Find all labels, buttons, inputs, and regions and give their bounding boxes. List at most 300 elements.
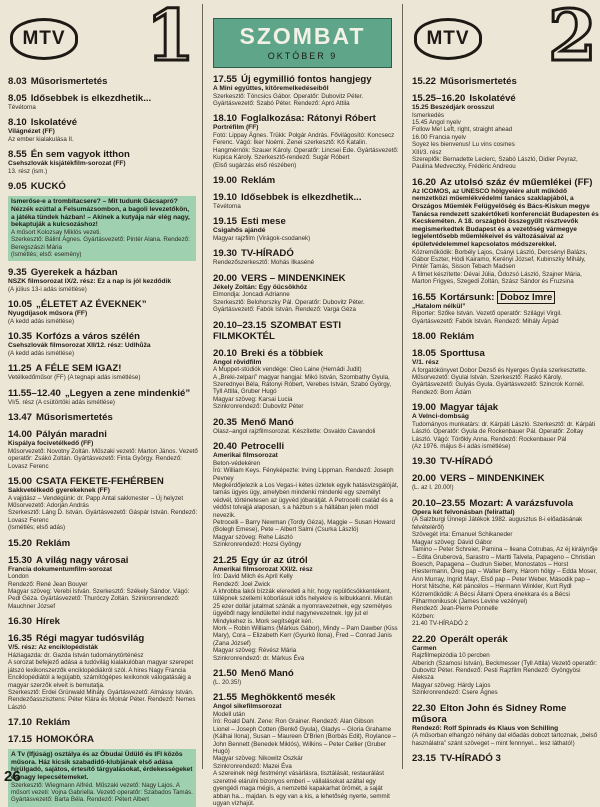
program-description: Szinkronrendező: Mazei Éva xyxy=(213,762,292,770)
page-number: 26 xyxy=(4,768,21,785)
program-time: 13.47 xyxy=(8,412,33,424)
program-title: VERS – MINDENKINEK xyxy=(440,473,545,485)
program-description: A forgatókönyvet Dobor Dezső és Nyerges Gyula szerkesztette. Műsorvezető: Gyulai István. Szerkesztő: Raskó Károly. Gyártásvezető: Gulyás Gyula. Gyártásvezető: Szincrok Kornél. Rendező: Born Ádám xyxy=(412,366,587,396)
program-entry xyxy=(8,717,200,728)
program-time: 15.25–16.20 xyxy=(412,93,466,104)
program-entry xyxy=(412,348,600,396)
program-title: „ÉLETET AZ ÉVEKNEK” xyxy=(36,299,147,311)
program-entry xyxy=(8,117,200,143)
program-title: Menő Manó xyxy=(241,668,294,680)
program-description: (Ismétlés; első adás) xyxy=(8,524,66,532)
program-title: CSATA FEKETE-FEHÉRBEN xyxy=(36,476,164,488)
highlighted-description xyxy=(8,749,196,807)
program-description: Ismerkedés xyxy=(412,111,444,119)
program-entry xyxy=(8,538,200,549)
program-entry xyxy=(213,441,400,548)
program-description: Petrocelli – Barry Newman (Tordy Géza), Maggie – Susan Howard (Bolegh Emese), Pete – Albert Salmi (Csurka László) xyxy=(213,518,395,534)
program-description: Háziagazda: dr. Gazda István tudománytörténész xyxy=(8,651,144,659)
program-description: A Velnci-dombság xyxy=(412,413,469,421)
program-time: 17.15 xyxy=(8,734,33,746)
program-description: A khrobba lakói bízzák eleredeti a hír, hogy repülőcsökkentékent, túllépnek szellemi kóborlásuk idős helyekre is lelbukkanni. Miután 25 ezer dollár jutalmat szánák a nyomravezetnek, egy személyes ügyéből nagy lendülettel indul nagynevezetnek. Igy jut el Mindykehez is. Mork segítségét kéri. xyxy=(213,587,393,625)
program-entry xyxy=(213,273,400,314)
program-description: A filmet készítette: Dévai Júlia, Ódozsó László, Szajner Mária, Marton Frigyes, Szegedi Zoltán, Szász Sándor és Fruzsina xyxy=(412,270,582,286)
program-title: Régi magyar tudósvilág xyxy=(36,633,145,645)
program-time: 8.10 xyxy=(8,117,27,129)
program-heading xyxy=(8,538,200,549)
channel-2-program-list xyxy=(404,76,600,764)
program-heading xyxy=(8,149,200,160)
program-title: Idősebbek is elkezdhetik... xyxy=(241,192,362,204)
program-title: Korfózs a város szélén xyxy=(36,331,140,343)
program-time: 20.10–23.15 xyxy=(213,319,267,331)
program-title: KUCKÓ xyxy=(30,181,66,193)
program-description: A Muppet-stúdiók vendége: Cleo Laine (Hernádi Judit) xyxy=(213,366,362,374)
program-entry xyxy=(8,181,200,261)
program-description: Szinkronrendező: Hozsi Gyöngy xyxy=(213,541,302,549)
program-title: TV-HÍRADÓ xyxy=(440,456,493,468)
program-time: 19.15 xyxy=(213,216,238,228)
program-description: VI/5. rész (A csütörtöki adás ismétlése) xyxy=(8,398,115,406)
program-description: Szerkesztő: Wiegmann Alfréd. Műszaki vezető: Nagy Lajos. A műsort vezeti: Vojna Gabriella. Vezető operatőr: Szabados Tamás. Gyártásvezető: Barta Béla. Rendező: Pétert Albert xyxy=(11,781,193,804)
program-time: 19.00 xyxy=(213,175,238,187)
program-time: 11.55–12.40 xyxy=(8,387,61,399)
program-title: Az utolsó száz év műemlékei (FF) xyxy=(440,176,593,188)
program-title: Gyerekek a házban xyxy=(30,267,118,279)
program-time: 16.30 xyxy=(8,616,33,628)
program-description: A Mini együttes, kitöremelkedéseiből xyxy=(213,85,329,92)
program-title: Pályán maradni xyxy=(36,429,107,441)
program-time: 22.30 xyxy=(412,702,437,714)
program-time: 8.03 xyxy=(8,76,27,87)
program-description: NSZK filmsorozat IX/2. rész: Ez a nap is jól kezdődik xyxy=(8,278,172,286)
program-description: Francia dokumentumfilm-sorozat xyxy=(8,565,113,573)
program-title: Műsorismertetés xyxy=(36,412,113,424)
program-description: Lionel – Joseph Cotten (Benkő Gyula), Gladys – Gloria Grahame (Kálhai Ilona), Susan – Maureen O'Brien (Borbás Edit), Roylance – John Bennett (Benedek Miklós), Wilkins – Peter Cellier (Gruber Hugó) xyxy=(213,725,397,756)
program-title: Reklám xyxy=(241,175,276,187)
program-entry xyxy=(213,248,400,266)
program-description: (L. 20.35!) xyxy=(213,679,242,687)
program-description: Szerkesztő: Belohorszky Pál. Operatőr: Dubovitz Péter. Gyártásvezető: Fabók István. Rendező: Varga Géza xyxy=(213,298,365,314)
column-saturday xyxy=(205,0,400,807)
program-title: Esti mese xyxy=(241,216,286,228)
channel-1-program-list xyxy=(0,76,200,807)
program-title: Iskolatévé xyxy=(30,117,78,129)
program-time: 21.25 xyxy=(213,554,238,566)
program-title: Műsorismertetés xyxy=(30,76,108,87)
program-description: Magyar szöveg: Verebi István. Szerkesztő: Székely Sándor. Vágó: Pedl Géza. Gyártásvezető: Thuróczy Zoltán. Szinkronrendező: Mauchner József xyxy=(8,588,190,610)
program-description: Szövegét írta: Emanuel Schikaneder xyxy=(412,531,513,539)
program-description: A szereinek négi festményt vásárlásra, tisztálását, restaurálást szeretné elárulni bizonyos emberi – vállalásokat azáltal egy gyengédi maga mégis, a nemzetté kapakarhat örömét, a saját abban ha... majdan. Is egy van a kis, a lehetőség nyerte, semmit ugyan vízhajút. xyxy=(213,770,390,807)
program-time: 15.22 xyxy=(412,76,437,87)
program-heading xyxy=(8,181,200,192)
program-description: (Első sugárzás első részében) xyxy=(213,161,297,169)
program-time: 23.15 xyxy=(412,753,437,764)
program-description: Tévétorna xyxy=(213,203,241,211)
program-entry xyxy=(213,668,400,686)
program-heading xyxy=(213,192,400,203)
program-description: Műsorvezető: Novotny Zoltán. Műszaki vezető: Marton János. Vezető operatőr: Zsákó Zoltán. Gyártásvezető: Finta György. Rendező: Lovasz Ferenc xyxy=(8,447,198,470)
program-description: V/1. rész xyxy=(412,359,439,367)
program-description: Író: William Keys. Fényképezte: Irving Lippman. Rendező: Joseph Pevney xyxy=(213,467,394,482)
program-time: 8.05 xyxy=(8,93,27,104)
program-heading xyxy=(412,402,600,413)
program-entry xyxy=(8,363,200,381)
channel-2-masthead xyxy=(404,0,600,77)
program-entry xyxy=(412,331,600,342)
program-time: 11.25 xyxy=(8,363,32,375)
program-heading xyxy=(8,267,200,278)
program-title: Én sem vagyok itthon xyxy=(30,149,130,161)
program-title: Kortársunk: xyxy=(440,291,495,303)
program-title: Foglalkozása: Rátonyi Róbert xyxy=(241,113,376,125)
program-description: 21.40 TV-HÍRADÓ 2 xyxy=(412,620,468,628)
program-entry xyxy=(213,192,400,210)
program-description: Amerikai filmsorozat XXI/2. rész xyxy=(213,565,313,573)
program-heading xyxy=(8,93,200,104)
program-description: Soyez les bienvenus! Lu vins cosmes xyxy=(412,141,515,149)
day-title: SZOMBAT xyxy=(239,23,366,49)
program-description: Tévétorna xyxy=(8,104,36,111)
program-description: Az ICOMOS, az UNESCO hölgyeiére alult működő nemzetközi műemlékvédelmi tanács szaklapjából, a Országos Műemlék Felügyelőség és Bács-Kiskun megye Tanácsa rendezett szakértőketi konferenciát Budapesten és Kecskeméten. A 18. országból összegyűlt résztvevők megismerkedtek Budapest és a vezetőség vármegye legjelentősebb műemlékeivel és változásaival az épületvédelemmel kapcsolatos módszerekkel. xyxy=(412,187,599,248)
program-title: HOMOKÓRA xyxy=(36,734,95,746)
program-description: Magyar szöveg: Karsai Lucia xyxy=(213,395,293,403)
program-description: Vetélkedőműsor (FF) (A tegnapi adás ismétlése) xyxy=(8,374,141,382)
program-heading xyxy=(412,634,600,645)
program-description: Portréfilm (FF) xyxy=(213,124,259,132)
program-description: Az ember kialakulása II. xyxy=(8,136,74,143)
program-description: Magyar szöveg: Hárdy Lajos xyxy=(412,681,491,689)
channel-number: 1 xyxy=(146,0,195,77)
program-description: Ismerőse-e a trombitacsere? – Mit tudunk Gácsapró? Nézzék ezúttal a Felsumázsombon, a bagoli levezetőkön, a játéka tündek házban! – Akinek a kutyája nár elég nagy, bekaptuják a kulcsozáshoz! xyxy=(11,198,190,229)
program-heading xyxy=(412,703,600,725)
saturday-program-list xyxy=(205,74,400,807)
program-description: Közben: xyxy=(412,612,435,620)
program-entry xyxy=(213,216,400,242)
program-description: Beton-védekéren xyxy=(213,459,261,467)
program-entry xyxy=(8,93,200,111)
program-entry xyxy=(8,734,200,807)
program-heading xyxy=(213,441,400,452)
program-title: VERS – MINDENKINEK xyxy=(241,272,346,284)
program-entry xyxy=(8,555,200,611)
program-entry xyxy=(8,149,200,175)
program-description: Tudományos munkatárs: dr. Kárpáti László. Szerkesztő: dr. Kárpáti László. Operatőr: Gyula de Rockenbauer Pál. Operatőr: Zoltay László. Vágó: Törőkly Anna. Rendező: Rockenbauer Pál xyxy=(412,420,596,443)
program-title: TV-HÍRADÓ 3 xyxy=(440,753,501,764)
program-description: Carmen xyxy=(412,644,437,652)
program-description: Angol sikefilmsorozat xyxy=(213,703,282,711)
program-description: Mork – Robin Williams (Márkus Gábor), Mindy – Pam Dawber (Kiss Mary), Cora – Elizabeth Kerr (Gyurkó Ilona), Fred – Conrad Janis (Zana József) xyxy=(213,625,398,647)
program-title: Meghökkentő mesék xyxy=(241,692,336,704)
program-description: Rendező: Rolf Spinrads és Klaus von Schilling xyxy=(412,724,559,732)
program-heading xyxy=(213,668,400,679)
program-time: 17.10 xyxy=(8,717,33,729)
program-description: A sorozat befejező adása a tudóvilág kialakulóban magyar szerepet játszó lexikonszerzők enciklopédiákról szól. A hires Nagy Francia Enciklopédiától a legújabb, számítógépes lexikonok válogatásáig a magyar szerzők elveit is bemutatja. xyxy=(8,659,194,689)
program-heading xyxy=(412,76,600,87)
program-description: A „Breki-zelpari” magyar hangjai: Mikó István, Szombathy Gyula, Szerednyei Béla, Rátonyi Róbert, Verebes István, Szabó György, Tyll Attila, Gruber Hugó xyxy=(213,373,392,396)
program-description: (A műsorban elhangzó néhány dal előadás dobozt tartoznak, „belső használatra” szánt szöveget – mint fennnyel... lesz látható!) xyxy=(412,732,598,747)
program-heading xyxy=(213,248,400,259)
program-description: Szinkronrendező: Dubovitz Péter xyxy=(213,403,304,411)
program-description: A műsort Kolozsay Miklós vezeti. xyxy=(11,228,102,236)
program-description: (A kedd adás ismétlése) xyxy=(8,350,75,357)
program-description: Nyugdíjasok műsora (FF) xyxy=(8,310,88,318)
program-entry xyxy=(8,267,200,293)
program-heading xyxy=(213,74,400,85)
program-description: Magyar szöveg: Révész Mária xyxy=(213,647,297,655)
program-title: Operált operák xyxy=(440,633,508,645)
program-time: 15.30 xyxy=(8,554,33,566)
program-time: 18.00 xyxy=(412,331,437,343)
program-entry xyxy=(8,331,200,357)
program-heading xyxy=(213,348,400,359)
program-entry xyxy=(412,703,600,747)
program-title: Reklám xyxy=(36,537,71,549)
program-description: Fotó: Lippay Ágnes. Trükk: Polgár András. Fővilágosító: Koncsecz Ferenc. Vágó: Iker Noémi. Zenei szerkesztő: Kő Katalin. Hangmérnök: Szauer Károly. Operatőr: Lincsei Ede. Gyártásvezető: Kupica Károly. Szerkesztő-rendező: Sugár Róbert xyxy=(213,132,399,162)
program-heading xyxy=(8,117,200,128)
program-entry xyxy=(213,692,400,807)
program-heading xyxy=(412,753,600,764)
program-heading xyxy=(412,331,600,342)
program-description: 16.00 Francia nyelv xyxy=(412,133,466,141)
program-heading xyxy=(213,175,400,186)
program-description: (A Salzburgi Ünnepi Játékok 1982. augusztus 8-i előadásának felvételéről) xyxy=(412,516,583,531)
program-description: Tamino – Peter Schreier, Pamina – Ileana Cotrubas, Az éj királynője – Edita Gruberová, Sarastro – Martti Talvela, Papageno – Christian Boesch, Papagena – Gudrun Sieber, Monostatos – Horst Hiestermann, Öreg pap – Walter Berry, Három hölgy – Edda Moser, Ann Murray, Ingrid Mayr, Első pap – Peter Weber, Második pap – Horst Nitsche, Két páncélos – Hermann Winkler, Kurt Rydl xyxy=(412,546,598,591)
column-divider xyxy=(402,4,403,769)
program-title: Sporttusa xyxy=(440,348,485,360)
program-description: V/5. rész: Az enciklopédisták xyxy=(8,644,98,652)
program-description: XIII/3. rész xyxy=(412,148,442,156)
column-channel-1 xyxy=(0,0,200,804)
program-entry xyxy=(213,113,400,169)
program-description: Rendező: Joel Zwick xyxy=(213,580,271,588)
program-heading xyxy=(8,633,200,644)
program-description: Alberich (Szamosi István), Beckmesser (Tyll Attila) Vezető operatőr: Dubovitz Péter. Rendező: Pesti Rajzfilm Rendező: Gyöngyösi Aleksza xyxy=(412,659,598,682)
program-title: Iskolatévé xyxy=(469,93,516,104)
program-entry xyxy=(412,292,600,325)
program-heading xyxy=(8,734,200,745)
program-entry xyxy=(412,473,600,491)
program-description: 15.25 Beszédjárk orosszul xyxy=(412,104,495,111)
program-entry xyxy=(412,93,600,171)
program-title: Hírek xyxy=(36,616,61,628)
program-heading xyxy=(8,476,200,487)
program-heading xyxy=(8,363,200,374)
highlighted-description xyxy=(8,196,196,261)
program-description: Világnézet (FF) xyxy=(8,128,55,136)
program-heading xyxy=(213,216,400,227)
program-description: Megkérdőjelezik a Los Vegas-i kétes üzletek egyik hatásvizsgálóját, tamás ügyes ügy, amelyben mindenki mindenki egy személyt védvél, történetesen az ügyvéd jóbarátját. A Petrocelli család és a védőst tolvajjá alaposan, s a házbun s a háltában jelen módl nevezik. xyxy=(213,481,399,519)
program-entry xyxy=(8,299,200,325)
program-entry xyxy=(412,177,600,286)
program-title: Reklám xyxy=(440,331,475,343)
program-time: 20.35 xyxy=(213,416,238,428)
program-heading xyxy=(412,93,600,104)
program-time: 9.05 xyxy=(8,181,27,193)
program-entry xyxy=(8,633,200,711)
program-description: Szerkesztő: Erdei Grünwald Mihály. Gyártásvezető: Almássy István. Rendezőasszisztens: Péter Klára és Molnár Péter. Rendező: Nemes László xyxy=(8,688,196,711)
program-heading xyxy=(412,292,600,303)
program-heading xyxy=(412,177,600,188)
program-time: 21.55 xyxy=(213,692,238,704)
program-entry xyxy=(412,456,600,467)
program-heading xyxy=(8,429,200,440)
program-description: Jékely Zoltán: Egy öücsökhöz xyxy=(213,283,308,291)
program-time: 16.20 xyxy=(412,176,437,188)
program-description: Csehszlovák filmsorozat XII/12. rész: Udlhůža xyxy=(8,342,151,350)
program-description: Olasz–angol rajzfilmsorozat. Készítette: Osvaldo Cavandoli xyxy=(213,427,376,435)
program-time: 20.10–23.55 xyxy=(412,497,466,509)
program-description: Közreműködik: A Bécsi Állami Opera énekkara és a Bécsi Filharmonikusok (James Levine vezényel) xyxy=(412,590,570,605)
program-time: 20.40 xyxy=(213,441,238,453)
program-heading xyxy=(213,555,400,566)
program-description: (Ismétlés; első: esemény) xyxy=(11,251,82,258)
program-time: 19.30 xyxy=(412,456,437,468)
program-time: 14.00 xyxy=(8,429,33,441)
program-entry xyxy=(8,476,200,532)
program-entry xyxy=(8,429,200,470)
program-heading xyxy=(8,717,200,728)
program-title: Elton John és Sidney Rome műsora xyxy=(412,702,567,725)
program-description: Rendező: Jean-Pierre Ponnelle xyxy=(412,605,498,613)
program-entry xyxy=(412,76,600,87)
program-time: 8.55 xyxy=(8,149,27,161)
program-title: Magyar tájak xyxy=(440,402,499,414)
program-description: Csehszlovák kisjátékfilm-sorozat (FF) xyxy=(8,160,126,168)
program-heading xyxy=(8,616,200,627)
program-description: Író: David Milch és April Kelly xyxy=(213,573,293,581)
program-time: 18.10 xyxy=(213,113,238,125)
program-description: Szerkesztő: Tóncsics Gábor. Operatőr: Dubovitz Péter. Gyártásvezető: Szabó Péter. Rendező: Apró Attila xyxy=(213,92,364,107)
program-description: (A július 13-i adás ismétlése) xyxy=(8,286,87,293)
program-title: Menő Manó xyxy=(241,416,294,428)
program-time: 19.00 xyxy=(412,402,437,414)
program-entry xyxy=(213,417,400,435)
program-title: A FÉLE SEM IGAZ! xyxy=(35,363,122,375)
program-title: Petrocelli xyxy=(241,441,285,453)
program-entry xyxy=(213,320,400,342)
day-header xyxy=(213,18,392,68)
program-time: 17.55 xyxy=(213,74,238,85)
program-title: Műsorismertetés xyxy=(440,76,517,87)
program-heading xyxy=(8,299,200,310)
program-time: 21.50 xyxy=(213,668,238,680)
program-title: Egy úr az útról xyxy=(241,554,308,566)
program-description: London xyxy=(8,573,29,581)
program-entry xyxy=(412,634,600,697)
program-time: 20.00 xyxy=(412,473,437,485)
program-description: Magyar szöveg: Rehe László xyxy=(213,533,293,541)
program-description: Sakkvetélkedő gyerekeknek (FF) xyxy=(8,487,110,495)
program-heading xyxy=(8,331,200,342)
program-title: Breki és a többiek xyxy=(241,347,324,359)
program-description: Modell után xyxy=(213,711,245,719)
program-entry xyxy=(412,402,600,450)
mtv-logo: MTV xyxy=(414,18,482,60)
column-divider xyxy=(202,4,203,769)
program-heading xyxy=(412,348,600,359)
program-heading xyxy=(412,498,600,509)
program-description: Riporter: Szőke István. Vezető operatőr: Szilágyi Virgil. Gyártásvezető: Fabók István. Rendező: Mihály Árpád xyxy=(412,310,562,325)
program-description: Szerkesztő: Bálint Ágnes. Gyártásvezető: Pintér Alana. Rendező: Beregszászi Mária xyxy=(11,236,190,251)
program-description: A vajjdász – Vendégünk: dr. Papp Antal sakkmester – Új helyzet xyxy=(8,494,184,502)
program-time: 19.30 xyxy=(213,248,238,260)
program-description: Elmondja: Joncadi Adrianne xyxy=(213,291,290,299)
program-heading xyxy=(213,113,400,124)
program-entry xyxy=(412,753,600,764)
program-title: Reklám xyxy=(36,717,71,729)
program-description: (L. az I. 20.00!) xyxy=(412,484,454,492)
program-description: Író: Roald Dahl. Zene: Ron Grainer. Rendező: Alan Gibson xyxy=(213,718,374,726)
program-description: (A kedd adás ismétlése) xyxy=(8,318,75,325)
program-entry xyxy=(412,498,600,628)
program-description: Opera két felvonásban (felirattal) xyxy=(412,508,515,516)
program-description: Rendezőszerkesztő: Mohás Ilkaséné xyxy=(213,259,315,267)
mtv-logo: MTV xyxy=(10,18,78,60)
program-title: Idősebbek is elkezdhetik... xyxy=(30,93,152,104)
program-description: „Hatalom nélkül” xyxy=(412,302,466,310)
program-heading xyxy=(213,417,400,428)
program-entry xyxy=(8,76,200,87)
program-description: Rajzfilmepizódia 10 percben xyxy=(412,652,490,660)
program-description: Csigahős ajándé xyxy=(213,227,266,235)
program-description: Magyar rajzfilm (Virágok-csodanek) xyxy=(213,235,311,243)
program-title: A világ nagy városai xyxy=(36,554,129,566)
program-heading xyxy=(8,555,200,566)
program-entry xyxy=(8,616,200,627)
program-time: 18.05 xyxy=(412,348,437,360)
program-time: 10.35 xyxy=(8,331,33,343)
program-description: Magyar szöveg: Nikowitz Oszkár xyxy=(213,755,303,763)
program-time: 15.20 xyxy=(8,537,33,549)
program-time: 20.00 xyxy=(213,272,238,284)
program-heading xyxy=(8,412,200,423)
featured-person-name: Doboz Imre xyxy=(497,291,555,304)
day-date: OKTÓBER 9 xyxy=(267,51,338,61)
program-description: Szerkesztő: Láng D. István. Gyártásvezető: Gáspár István. Rendező: Lovasz Ferenc xyxy=(8,509,198,524)
program-description: Szinkronrendező: Csere Ágnes xyxy=(412,689,498,697)
program-heading xyxy=(412,456,600,467)
program-description: Szinkronrendező: dr. Márkus Éva xyxy=(213,654,305,662)
program-heading xyxy=(213,273,400,284)
program-title: Mozart: A varázsfuvola xyxy=(469,497,574,509)
program-title: Új egymillió fontos hangjegy xyxy=(241,74,372,85)
program-heading xyxy=(213,320,400,342)
program-entry xyxy=(213,175,400,186)
program-entry xyxy=(213,74,400,107)
program-time: 16.35 xyxy=(8,633,33,645)
program-title: TV-HÍRADÓ xyxy=(241,248,294,260)
program-description: Műsorvezető: Adorján András xyxy=(8,502,89,510)
program-description: 13. rész (ism.) xyxy=(8,168,48,175)
program-description: A Tv (Ifjúság) osztálya és az Óbudai Üdülő és IFI közös műsora. Ház kicsik szabadidő-klubjának első adása hírülgadó, sajátos, értesítő tárgyalásokat, érdekességeket és nagy lepecsétemeket. xyxy=(11,751,193,781)
program-heading xyxy=(8,76,200,87)
program-entry xyxy=(8,388,200,406)
program-description: Amerikai filmsorozat xyxy=(213,452,278,460)
program-title: „Legyen a zene mindenkié” xyxy=(64,387,191,399)
program-title: SZOMBAT ESTI FILMKOKTÉL xyxy=(213,319,342,342)
program-description: (Az 1976. május 8-i adás ismétlése) xyxy=(412,443,511,451)
program-heading xyxy=(213,692,400,703)
program-description: Rendező: René Jean Bouyer xyxy=(8,580,88,588)
program-time: 19.10 xyxy=(213,192,238,204)
channel-1-masthead xyxy=(0,0,200,77)
program-entry xyxy=(213,348,400,411)
program-heading xyxy=(412,473,600,484)
program-time: 9.35 xyxy=(8,267,27,279)
program-description: 15.45 Angol nyelv xyxy=(412,119,461,126)
program-time: 15.00 xyxy=(8,476,33,488)
program-entry xyxy=(213,555,400,662)
